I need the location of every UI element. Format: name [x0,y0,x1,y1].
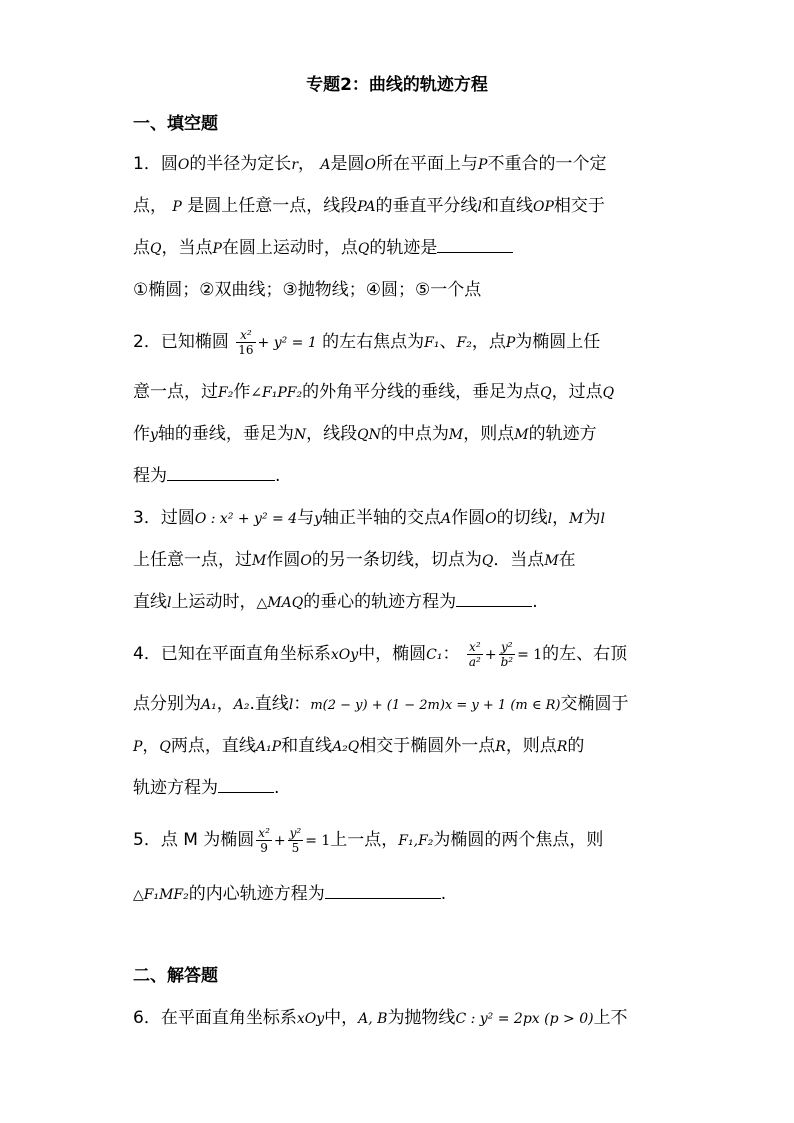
answer-blank [456,590,532,607]
section-answer-heading: 二、解答题 [133,966,218,986]
q6-line1: 6．在平面直角坐标系xOy中，A, B为抛物线C : y² = 2px (p > 0)上不 [133,1008,628,1028]
q3-line1: 3．过圆O : x² + y² = 4与y轴正半轴的交点A作圆O的切线l，M为l [133,508,605,528]
fraction: $\frac{\text{x²}}{9}$ [258,825,270,855]
q4-line4: 轨迹方程为 . [133,778,280,798]
fraction: $\frac{\text{x²}}{\text{a²}}$ [468,639,481,669]
q5-line2: △F₁MF₂的内心轨迹方程为 . [133,884,447,904]
q4-line1: 4．已知在平面直角坐标系xOy中，椭圆C₁： $\frac{\text{x²}}{\text{a²}}$ + $\frac{\text{y²}}{\text{b²}}$ = 1的左、右顶 [133,639,628,669]
q1-line3: 点Q，当点P在圆上运动时，点Q的轨迹是 [133,236,513,261]
fraction: $\frac{\text{y²}}{\text{b²}}$ [500,639,514,669]
q2-line3: 作y轴的垂线，垂足为N，线段QN的中点为M，则点M的轨迹方 [133,424,597,444]
answer-blank [218,776,274,793]
q5-line1: 5．点 M 为椭圆 $\frac{\text{x²}}{9}$ + $\frac{\text{y²}}{5}$ = 1上一点，F₁,F₂为椭圆的两个焦点，则 [133,825,604,855]
page-title: 专题2：曲线的轨迹方程 [306,75,488,95]
q2-line1: 2．已知椭圆 $\frac{\text{x²}}{16}$ + y² = 1 的左右焦点为F₁、F₂，点P为椭圆上任 [133,327,601,357]
answer-blank [167,464,275,481]
q3-line3: 直线l上运动时，△MAQ的垂心的轨迹方程为 . [133,592,538,612]
q3-line2: 上任意一点，过M作圆O的另一条切线，切点为Q．当点M在 [133,550,576,570]
q1-options: ①椭圆；②双曲线；③抛物线；④圆；⑤一个点 [133,280,482,300]
q2-line4: 程为 . [133,466,281,486]
q4-line2: 点分别为A₁，A₂.直线l：m(2 − y) + (1 − 2m)x = y + 1 (m ∈ R)交椭圆于 [133,694,629,714]
section-fill-heading: 一、填空题 [133,114,218,134]
answer-blank [437,236,513,253]
q1-line2: 点， P 是圆上任意一点，线段PA的垂直平分线l和直线OP相交于 [133,196,605,216]
fraction: $\frac{\text{y²}}{5}$ [289,825,302,855]
q2-line2: 意一点，过F₂作∠F₁PF₂的外角平分线的垂线，垂足为点Q，过点Q [133,382,615,402]
fraction: $\frac{\text{x²}}{16}$ [238,327,254,357]
q4-line3: P，Q两点，直线A₁P和直线A₂Q相交于椭圆外一点R，则点R的 [133,736,585,756]
q1-line1: 1．圆O的半径为定长r， A是圆O所在平面上与P不重合的一个定 [133,154,607,174]
answer-blank [325,882,441,899]
